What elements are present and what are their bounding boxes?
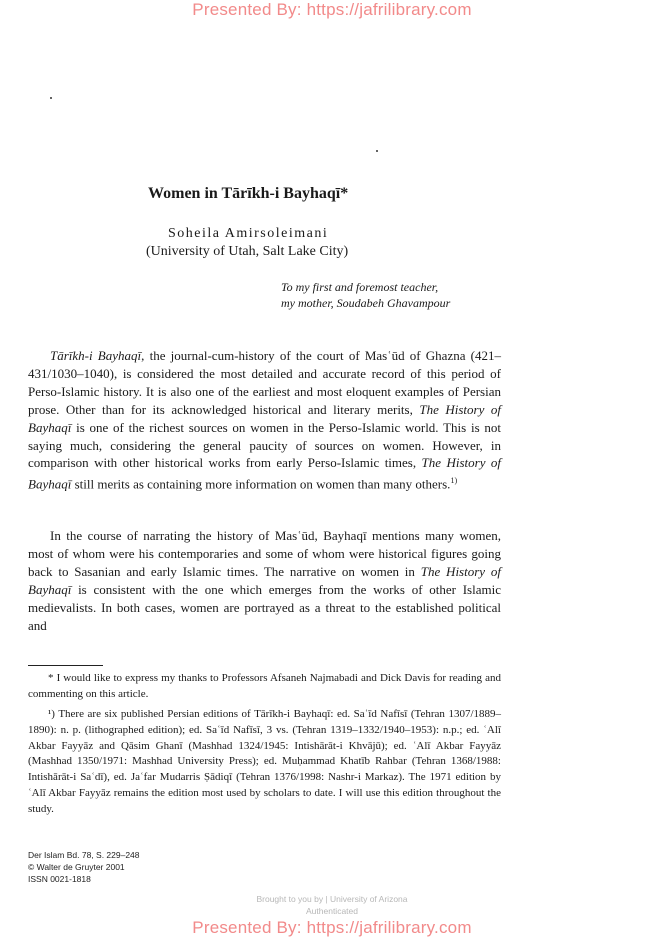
footnote-ref-number: 1 [450, 476, 455, 486]
footnote-text: ¹) There are six published Persian editions of [48, 708, 255, 720]
footnote-1 [28, 671, 501, 703]
download-notice-line-2: Authenticated [306, 906, 358, 916]
paragraph-text: still merits as containing more information on women than many others. [71, 476, 451, 492]
footnote-text: * I would like to express my thanks to Professors Afsaneh Najmabadi and Dick Davis for reading and commenting on this article. [28, 672, 501, 700]
footnote-2 [28, 707, 501, 818]
dedication-line-2: my mother, Soudabeh Ghavampour [281, 296, 451, 310]
download-notice-line-1: Brought to you by | University of Arizona [256, 894, 408, 904]
watermark-top: Presented By: https://jafrilibrary.com [192, 0, 472, 19]
paragraph-text: is one of the richest sources on women in the Perso-Islamic world. This is not saying much, considering the general paucity of sources on women. However, in comparison with other historical works from early Perso-Islamic times, [28, 419, 501, 471]
issn-line: ISSN 0021-1818 [28, 874, 91, 884]
paragraph-text: is consistent with the one which emerges from the works of other Islamic medievalists. In both cases, women are portrayed as a threat to the established political and [28, 581, 501, 633]
author-name: Soheila Amirsoleimani [168, 226, 329, 241]
article-title: Women in Tārīkh-i Bayhaqī* [148, 185, 349, 202]
paragraph-text: , the journal-cum-history of the court of Masʿūd of Ghazna (421–431/1030–1040), is considered the most detailed and accurate record of this period of Perso-Islamic history. It is also one of the earliest and most eloquent examples of Persian prose. Other than for its acknowledged historical and literary merits, [28, 348, 502, 417]
body-paragraph-2 [28, 527, 501, 634]
dedication-line-1: To my first and foremost teacher, [281, 280, 439, 294]
footnote-ref: 1) [450, 476, 458, 486]
paragraph-text: In the course of narrating the history of Masʿūd, Bayhaqī mentions many women, most of whom were his contemporaries and some of whom were historical figures going back to Sasanian and early Islamic times. The narrative on women in [28, 528, 501, 579]
work-title: The History of Bayhaqī [28, 563, 501, 597]
footnote-text: : ed. Saʿīd Nafīsī (Tehran 1307/1889–1890): n. p. (lithographed edition); ed. Saʿīd Nafīsī, 3 vs. (Tehran 1319–1332/1940–1953): n.p.; ed. ʿAlī Akbar Fayyāz and Qāsim Ghanī (Mashhad 1324/1945: Intishārāt-i Khvājū); ed. ʿAlī Akbar Fayyāz (Mashhad 1350/1971: Mashhad University Press); ed. Muḥammad Khatīb Rahbar (Tehran 1368/1988: Intishārāt-i Saʿdī), ed. Jaʿfar Mudarris Ṣādiqī (Tehran 1376/1998: Nashr-i Markaz). The 1971 edition by ʿAlī Akbar Fayyāz remains the edition most used by scholars to date. I will use this edition throughout the study. [28, 708, 502, 815]
work-title: Tārīkh-i Bayhaqī [50, 348, 142, 363]
footnote-divider [28, 665, 103, 666]
watermark-bottom: Presented By: https://jafrilibrary.com [192, 918, 472, 937]
work-title: The History of Bayhaqī [28, 401, 501, 435]
journal-citation: Der Islam Bd. 78, S. 229–248 [28, 850, 140, 860]
work-title: Tārīkh-i Bayhaqī [254, 708, 331, 720]
body-paragraph-1 [28, 347, 501, 494]
work-title: The History of Bayhaqī [28, 455, 501, 492]
scan-speck [50, 97, 52, 99]
copyright-line: © Walter de Gruyter 2001 [28, 862, 125, 872]
scan-speck [376, 150, 378, 152]
author-affiliation: (University of Utah, Salt Lake City) [146, 244, 349, 259]
